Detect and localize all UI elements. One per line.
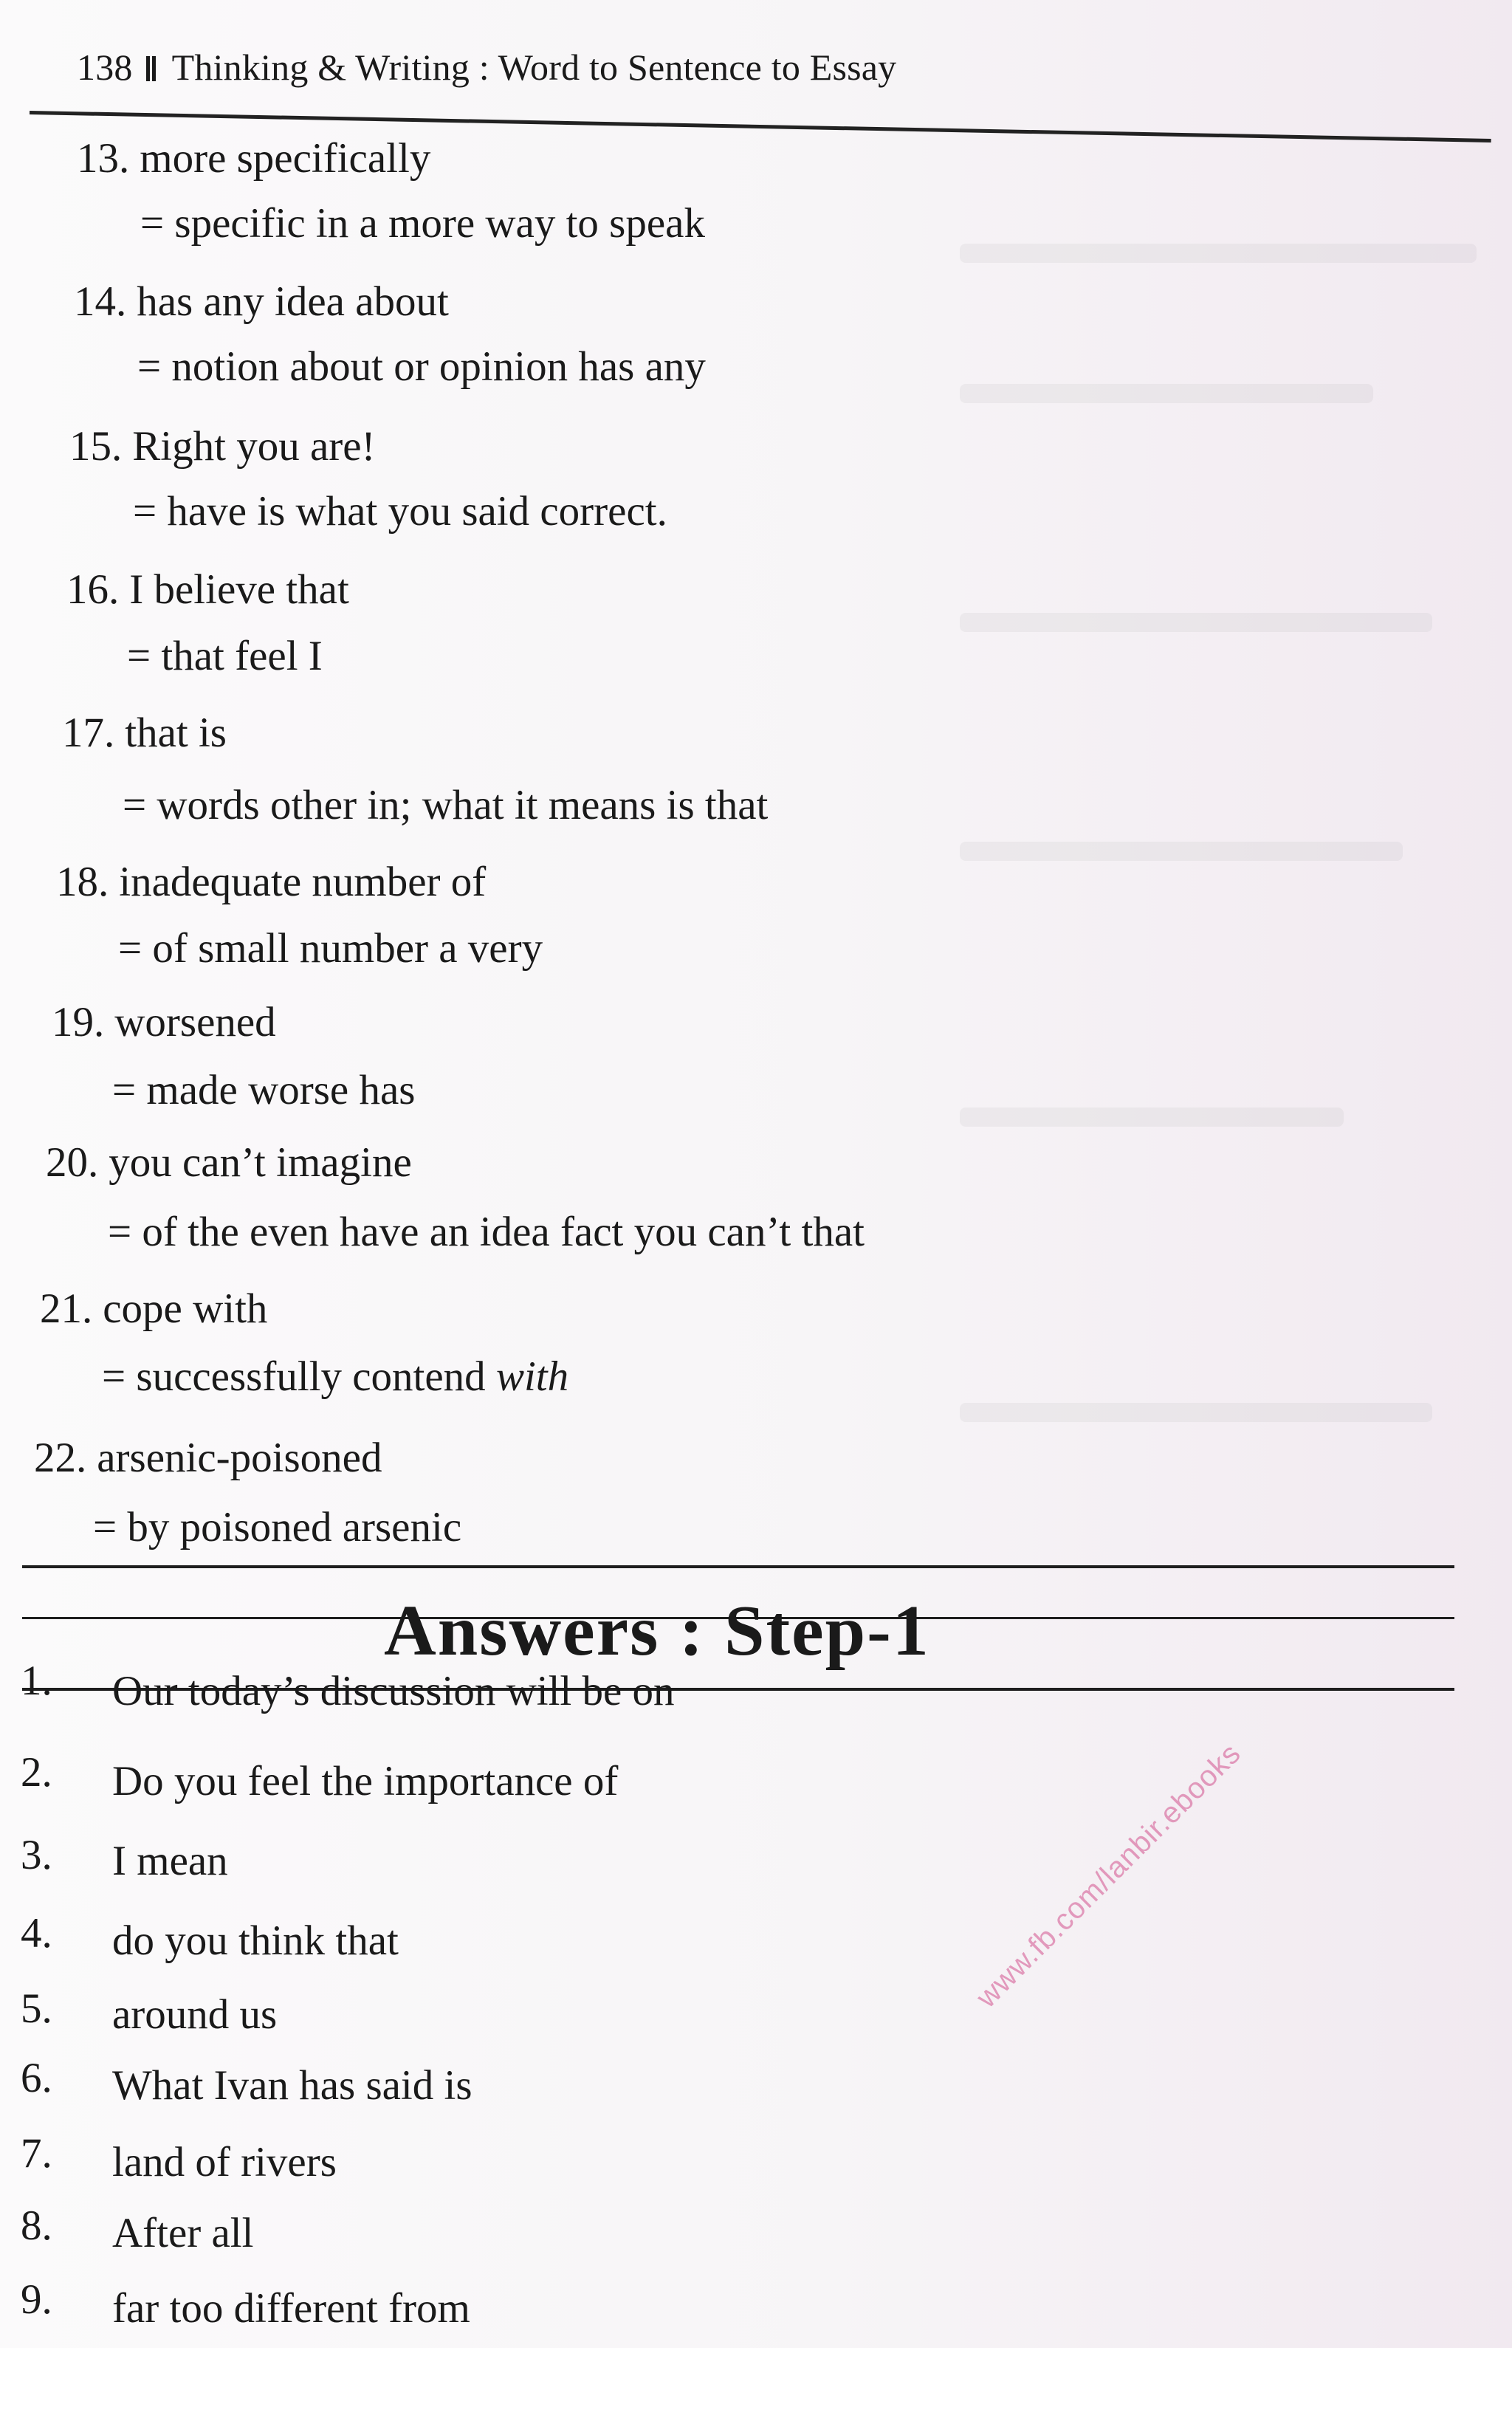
item-phrase: I believe that xyxy=(129,566,349,613)
bleed-through xyxy=(960,244,1477,263)
bleed-through xyxy=(960,384,1373,403)
answer-text: around us xyxy=(112,1991,278,2038)
answer-text: Do you feel the importance of xyxy=(112,1758,619,1804)
item-definition: = of the even have an idea fact you can’t that xyxy=(108,1209,865,1255)
item-phrase: arsenic-poisoned xyxy=(97,1435,382,1481)
item-number: 17. xyxy=(62,710,115,756)
list-item xyxy=(66,566,349,613)
list-item xyxy=(40,1285,268,1332)
item-number: 14. xyxy=(74,278,127,325)
item-phrase: Right you are! xyxy=(132,423,376,470)
list-item xyxy=(46,1141,412,1184)
list-item xyxy=(77,135,431,182)
page-bottom-margin xyxy=(0,2348,1512,2421)
item-definition: = of small number a very xyxy=(118,925,543,972)
answer-number: 4. xyxy=(21,1910,52,1957)
item-phrase: you can’t imagine xyxy=(109,1139,412,1186)
bleed-through xyxy=(960,613,1432,632)
answer-text: far too different from xyxy=(112,2285,470,2332)
item-number: 22. xyxy=(34,1435,87,1481)
answer-number: 1. xyxy=(21,1658,52,1704)
definition-text: = successfully contend xyxy=(102,1353,496,1400)
item-phrase: that is xyxy=(125,710,227,756)
bleed-through xyxy=(960,842,1403,861)
item-number: 16. xyxy=(66,566,120,613)
item-definition: = by poisoned arsenic xyxy=(93,1504,462,1551)
watermark: www.fb.com/lanbir.ebooks xyxy=(970,1737,1248,2014)
item-number: 18. xyxy=(56,859,109,905)
item-definition xyxy=(102,1353,569,1400)
item-definition: = notion about or opinion has any xyxy=(137,343,706,390)
list-item xyxy=(34,1437,382,1479)
item-number: 13. xyxy=(77,135,130,182)
book-title: Thinking & Writing : Word to Sentence to Essay xyxy=(171,47,897,88)
list-item xyxy=(52,1001,276,1043)
answer-number: 8. xyxy=(21,2202,52,2249)
item-definition: = made worse has xyxy=(112,1067,416,1113)
answer-number: 5. xyxy=(21,1985,52,2032)
list-item xyxy=(56,861,486,903)
answer-number: 7. xyxy=(21,2130,52,2177)
answer-number: 9. xyxy=(21,2276,52,2323)
item-definition: = specific in a more way to speak xyxy=(140,200,705,247)
section-rule-top xyxy=(22,1565,1454,1568)
item-definition: = have is what you said correct. xyxy=(133,488,667,535)
answer-text: I mean xyxy=(112,1838,228,1884)
answer-text: do you think that xyxy=(112,1917,399,1964)
item-number: 21. xyxy=(40,1285,93,1332)
page-header xyxy=(77,46,896,89)
answer-number: 3. xyxy=(21,1832,52,1878)
page-number: 138 xyxy=(77,47,133,88)
bleed-through xyxy=(960,1108,1344,1127)
answer-text: After all xyxy=(112,2210,254,2256)
item-number: 15. xyxy=(69,423,123,470)
answer-number: 2. xyxy=(21,1749,52,1796)
answer-text: What Ivan has said is xyxy=(112,2062,472,2109)
definition-italic-word: with xyxy=(495,1353,569,1400)
list-item xyxy=(69,423,376,470)
item-phrase: cope with xyxy=(103,1285,268,1332)
answer-number: 6. xyxy=(21,2055,52,2101)
item-number: 19. xyxy=(52,999,105,1045)
item-phrase: inadequate number of xyxy=(119,859,487,905)
list-item xyxy=(74,278,449,325)
item-definition: = that feel I xyxy=(127,633,323,679)
answers-heading: Answers : Step-1 xyxy=(384,1591,930,1671)
answer-text: Our today’s discussion will be on xyxy=(112,1668,675,1714)
item-number: 20. xyxy=(46,1139,99,1186)
header-separator-icon xyxy=(146,56,156,81)
answer-text: land of rivers xyxy=(112,2139,337,2185)
bleed-through xyxy=(960,1403,1432,1422)
item-phrase: has any idea about xyxy=(137,278,449,325)
list-item xyxy=(62,712,227,754)
item-definition: = words other in; what it means is that xyxy=(123,782,769,828)
item-phrase: worsened xyxy=(114,999,276,1045)
item-phrase: more specifically xyxy=(140,135,431,182)
